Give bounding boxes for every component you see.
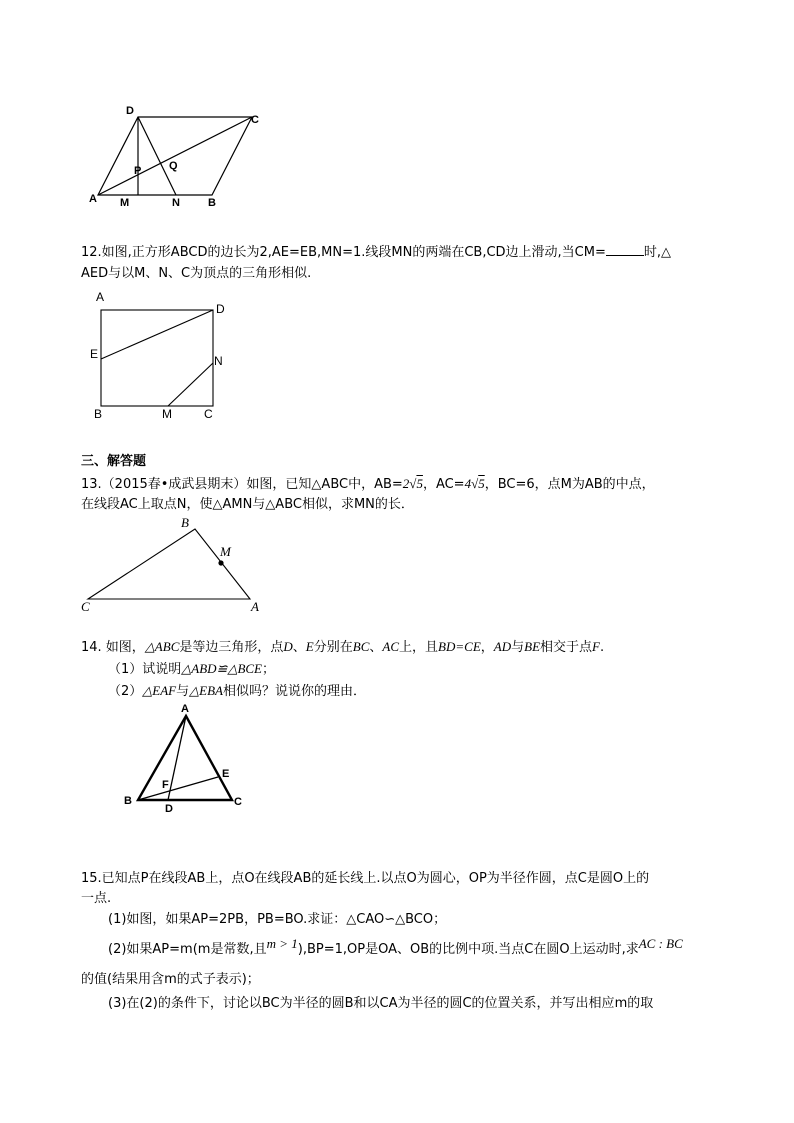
label-c: C xyxy=(251,114,259,126)
section-title-text: 三、解答题 xyxy=(81,454,147,469)
q15-text-a: 15.已知点P在线段AB上，点O在线段AB的延长线上.以点O为圆心，OP为半径作圆，点C是圆O上的 xyxy=(81,871,650,886)
q14-text-a: 14. 如图， xyxy=(81,640,145,655)
figure-triangle-abc xyxy=(78,514,268,614)
q14-seg-be: BE xyxy=(524,639,541,654)
q14-sub2-b: △EAF xyxy=(142,683,177,698)
q14-sub2-e: 相似吗？说说你的理由． xyxy=(222,684,366,699)
q12-text-line1 xyxy=(81,243,671,262)
sqrt-icon: √ xyxy=(471,476,479,491)
q13-text-a: 13.（2015春•成武县期末）如图，已知△ABC中，AB= xyxy=(81,477,403,492)
label-m: M xyxy=(120,197,130,209)
q15-cond: m > 1 xyxy=(266,936,298,951)
q15-sub2 xyxy=(108,936,683,959)
q14-sub2-d: △EBA xyxy=(189,683,223,698)
q14-period: . xyxy=(600,640,605,655)
q15-text-b: 一点. xyxy=(81,891,112,906)
q14-sep1: 、 xyxy=(292,640,306,655)
ab-coef: 2 xyxy=(402,476,410,491)
label-p: P xyxy=(134,165,142,177)
label-a: A xyxy=(89,193,97,205)
label-a: A xyxy=(181,703,189,715)
label-c: C xyxy=(81,599,90,614)
label-q: Q xyxy=(169,160,178,172)
q12-answer-blank[interactable] xyxy=(606,243,644,256)
label-d: D xyxy=(126,105,134,117)
label-a: A xyxy=(96,290,105,304)
q14-sub2-c: 与 xyxy=(176,684,190,699)
q14-eq: BD=CE xyxy=(438,639,481,654)
label-n: N xyxy=(214,354,223,368)
sqrt-icon: √ xyxy=(409,476,417,491)
q14-seg-ac: AC xyxy=(382,639,400,654)
parallelogram-drawing xyxy=(86,104,276,214)
label-m: M xyxy=(162,407,172,421)
label-b: B xyxy=(181,515,189,530)
q15-sub1-text: (1)如图，如果AP=2PB，PB=BO.求证：△CAO∽△BCO； xyxy=(108,912,447,927)
q15-text-line1 xyxy=(81,870,649,888)
q13-text-line2 xyxy=(81,496,414,514)
q15-sub2-a: (2)如果AP=m(m是常数,且 xyxy=(108,942,267,957)
q15-sub1 xyxy=(108,911,446,929)
q14-sub2-a: （2） xyxy=(108,684,143,699)
label-b: B xyxy=(208,197,216,209)
label-e: E xyxy=(90,347,99,361)
q14-tri-abc: △ABC xyxy=(144,639,180,654)
q14-sub1-b: △ABD≌△BCE xyxy=(181,661,262,676)
q15-ratio: AC : BC xyxy=(638,936,683,951)
q14-comma: ， xyxy=(480,640,494,655)
label-c: C xyxy=(234,796,242,808)
q15-sub3 xyxy=(108,995,653,1013)
label-f: F xyxy=(162,779,169,791)
figure-parallelogram xyxy=(86,104,276,214)
q14-point-d: D xyxy=(283,639,293,654)
q15-sub2-b: ),BP=1,OP是OA、OB的比例中项.当点C在圆O上运动时,求 xyxy=(297,942,639,957)
q12-text-c: AED与以M、N、C为顶点的三角形相似. xyxy=(81,266,312,281)
q14-text-e: 与 xyxy=(511,640,525,655)
label-b: B xyxy=(124,795,132,807)
q14-sub1-c: ； xyxy=(262,662,276,677)
label-e: E xyxy=(222,768,230,780)
q14-sub1-a: （1）试说明 xyxy=(108,662,182,677)
figure-square xyxy=(86,288,236,428)
q14-sep2: 、 xyxy=(369,640,383,655)
label-n: N xyxy=(172,197,180,209)
q13-text-b: ，AC= xyxy=(422,477,465,492)
q14-point-f: F xyxy=(592,639,600,654)
q15-sub3-text: (3)在(2)的条件下，讨论以BC为半径的圆B和以CA为半径的圆C的位置关系，并写出相应m的取 xyxy=(108,996,654,1011)
q14-text-line1 xyxy=(81,638,604,657)
q14-text-d: 上，且 xyxy=(399,640,439,655)
q13-text-line1 xyxy=(81,475,655,494)
label-b: B xyxy=(94,407,103,421)
q14-sub1 xyxy=(108,660,275,679)
q12-text-b: 时,△ xyxy=(643,245,671,260)
label-a: A xyxy=(251,599,259,614)
q15-text-c: 的值(结果用含m的式子表示)； xyxy=(81,972,260,987)
triangle-abc-drawing xyxy=(78,514,268,614)
label-c: C xyxy=(204,407,213,421)
q14-text-f: 相交于点 xyxy=(540,640,593,655)
ac-radicand: 5 xyxy=(478,476,485,491)
figure-equilateral xyxy=(118,704,258,819)
q13-text-d: 在线段AC上取点N，使△AMN与△ABC相似，求MN的长． xyxy=(81,497,414,512)
ab-radicand: 5 xyxy=(416,476,423,491)
ac-coef: 4 xyxy=(464,476,472,491)
q14-text-b: 是等边三角形，点 xyxy=(179,640,284,655)
section-title xyxy=(81,453,146,471)
q13-text-c: ，BC=6，点M为AB的中点， xyxy=(484,477,655,492)
q15-text-line2 xyxy=(81,890,111,908)
q14-seg-bc: BC xyxy=(352,639,370,654)
q14-text-c: 分别在 xyxy=(313,640,353,655)
label-m: M xyxy=(220,544,231,559)
q15-text-line4 xyxy=(81,971,260,989)
q12-text-a: 12.如图,正方形ABCD的边长为2,AE=EB,MN=1.线段MN的两端在CB,CD边上滑动,当CM= xyxy=(81,245,606,260)
q14-point-e: E xyxy=(305,639,314,654)
q14-seg-ad: AD xyxy=(493,639,512,654)
q12-text-line2 xyxy=(81,265,311,283)
label-d: D xyxy=(165,803,173,815)
q14-sub2 xyxy=(108,682,366,701)
label-d: D xyxy=(216,302,225,316)
